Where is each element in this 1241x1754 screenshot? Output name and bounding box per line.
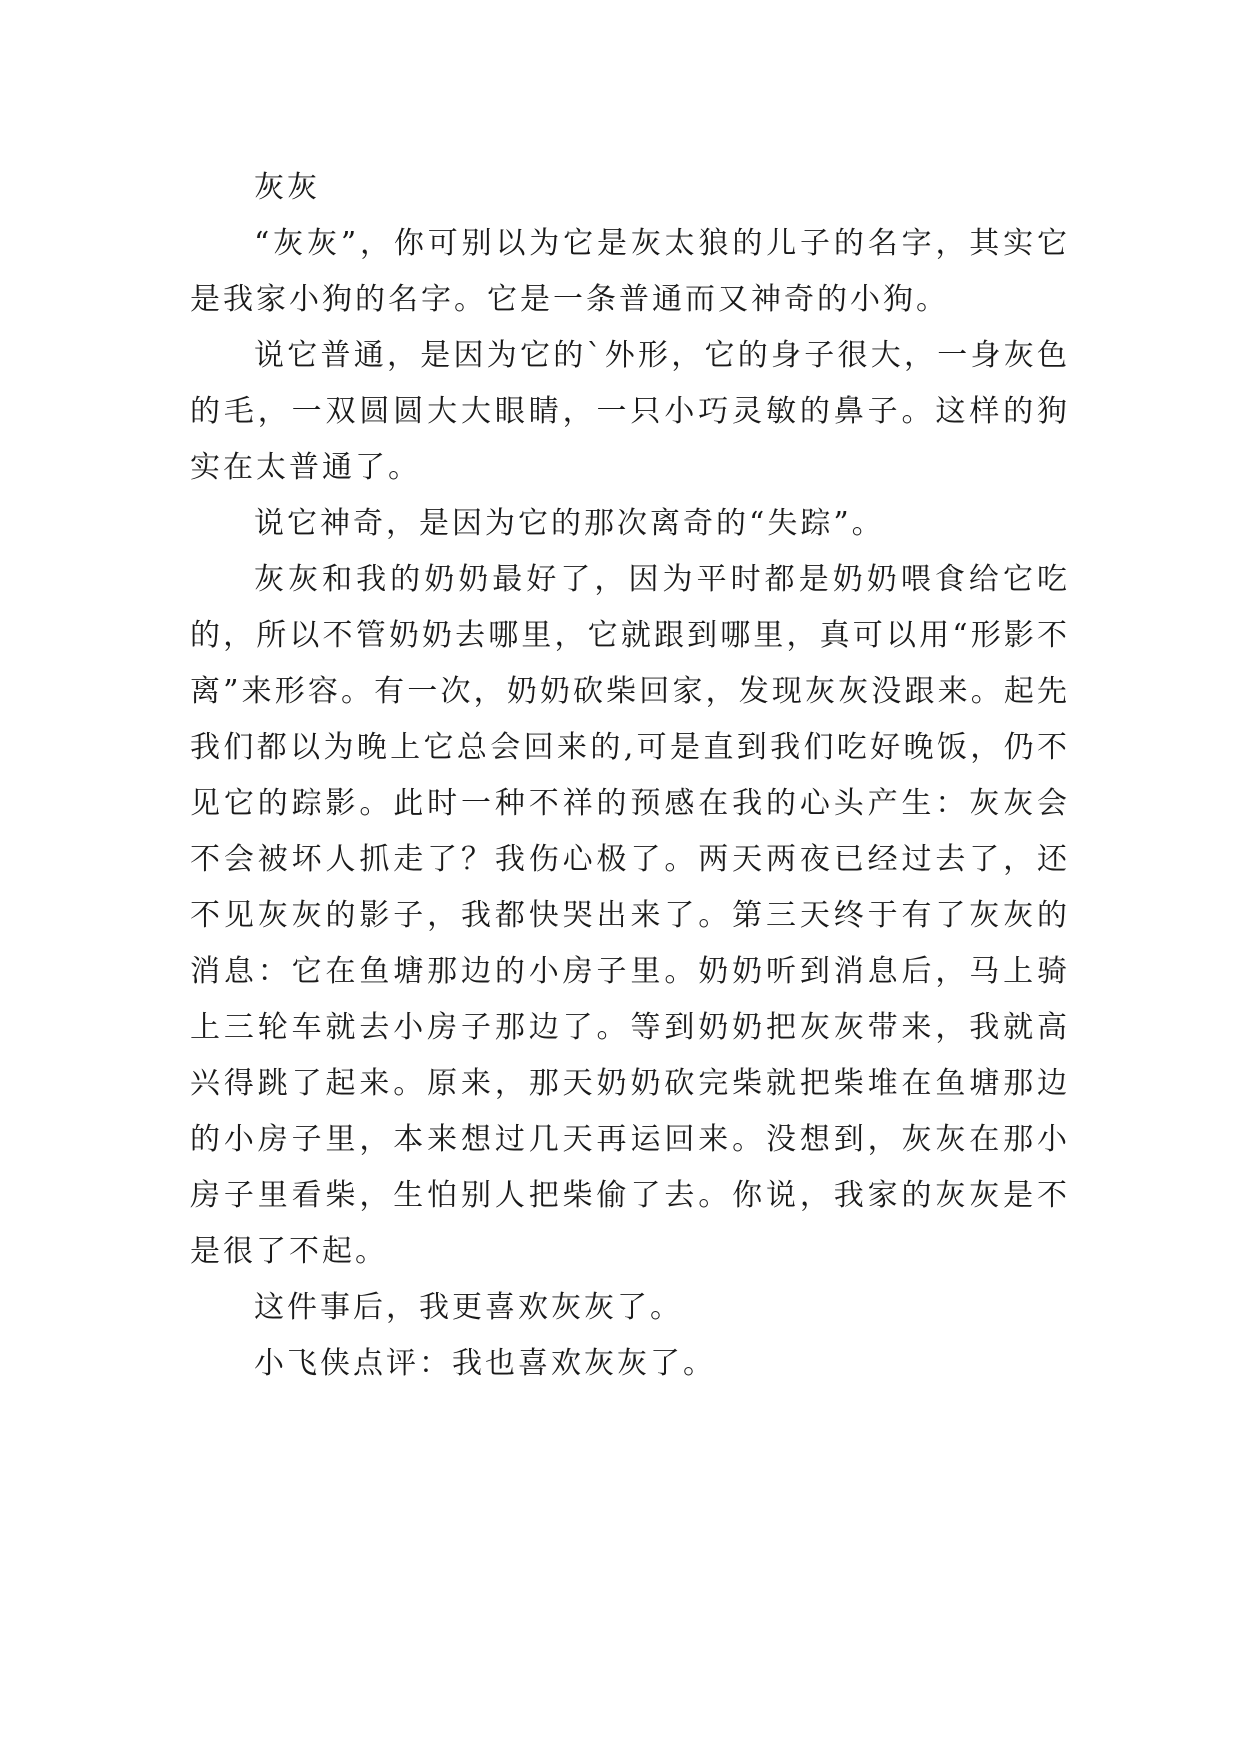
paragraph-intro: “灰灰”，你可别以为它是灰太狼的儿子的名字，其实它是我家小狗的名字。它是一条普通而又神奇的小狗。 — [190, 226, 1070, 317]
essay-body — [190, 160, 1070, 1392]
paragraph-conclusion: 这件事后，我更喜欢灰灰了。 — [254, 1290, 683, 1325]
paragraph-story: 灰灰和我的奶奶最好了，因为平时都是奶奶喂食给它吃的，所以不管奶奶去哪里，它就跟到哪里，真可以用“形影不离”来形容。有一次，奶奶砍柴回家，发现灰灰没跟来。起先我们都以为晚上它总会回来的,可是直到我们吃好晚饭，仍不见它的踪影。此时一种不祥的预感在我的心头产生：灰灰会不会被坏人抓走了？我伤心极了。两天两夜已经过去了，还不见灰灰的影子，我都快哭出来了。第三天终于有了灰灰的消息：它在鱼塘那边的小房子里。奶奶听到消息后，马上骑上三轮车就去小房子那边了。等到奶奶把灰灰带来，我就高兴得跳了起来。原来，那天奶奶砍完柴就把柴堆在鱼塘那边的小房子里，本来想过几天再运回来。没想到，灰灰在那小房子里看柴，生怕别人把柴偷了去。你说，我家的灰灰是不是很了不起。 — [190, 562, 1070, 1269]
paragraph-ordinary: 说它普通，是因为它的`外形，它的身子很大，一身灰色的毛，一双圆圆大大眼睛，一只小巧灵敏的鼻子。这样的狗实在太普通了。 — [190, 338, 1070, 485]
paragraph-magical: 说它神奇，是因为它的那次离奇的“失踪”。 — [254, 506, 885, 541]
paragraph-comment: 小飞侠点评：我也喜欢灰灰了。 — [254, 1346, 716, 1381]
essay-title: 灰灰 — [254, 170, 320, 205]
